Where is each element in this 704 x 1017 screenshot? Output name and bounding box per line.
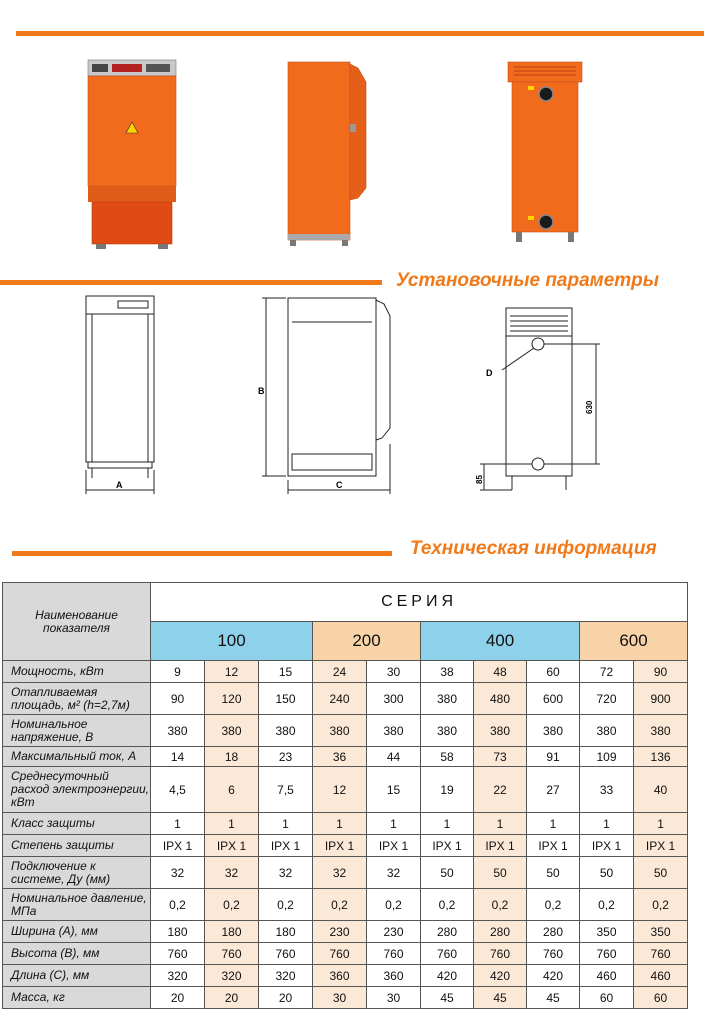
table-cell: 109	[580, 747, 634, 767]
table-cell: 1	[313, 813, 367, 835]
table-cell: 120	[205, 683, 259, 715]
table-cell: 380	[313, 715, 367, 747]
table-cell: 1	[474, 813, 527, 835]
table-cell: 44	[367, 747, 421, 767]
table-cell: 9	[151, 661, 205, 683]
table-cell: 27	[527, 767, 580, 813]
table-cell: 91	[527, 747, 580, 767]
row-label: Высота (В), мм	[3, 943, 151, 965]
table-cell: 360	[367, 965, 421, 987]
table-cell: 280	[527, 921, 580, 943]
table-cell: 320	[205, 965, 259, 987]
table-cell: 460	[580, 965, 634, 987]
row-label: Мощность, кВт	[3, 661, 151, 683]
side-outline-drawing	[252, 294, 402, 500]
series-header-row	[3, 583, 688, 622]
table-cell: 460	[634, 965, 688, 987]
table-row	[3, 965, 688, 987]
table-row	[3, 661, 688, 683]
table-cell: 300	[367, 683, 421, 715]
table-cell: 12	[205, 661, 259, 683]
dim-label-d: D	[486, 368, 493, 378]
table-cell: 36	[313, 747, 367, 767]
table-cell: 320	[259, 965, 313, 987]
table-cell: 1	[421, 813, 474, 835]
table-cell: 1	[259, 813, 313, 835]
corner-label: Наименование показателя	[3, 583, 151, 661]
table-cell: 0,2	[259, 889, 313, 921]
boiler-back-photo	[506, 62, 586, 248]
table-cell: 1	[580, 813, 634, 835]
table-row	[3, 767, 688, 813]
table-cell: 20	[205, 987, 259, 1009]
table-cell: 760	[313, 943, 367, 965]
row-label: Масса, кг	[3, 987, 151, 1009]
boiler-side-photo	[286, 62, 372, 248]
table-cell: 360	[313, 965, 367, 987]
table-cell: 760	[205, 943, 259, 965]
table-cell: 1	[367, 813, 421, 835]
table-cell: 380	[151, 715, 205, 747]
spec-table	[2, 582, 688, 1009]
table-cell: 0,2	[474, 889, 527, 921]
row-label: Длина (С), мм	[3, 965, 151, 987]
table-cell: 0,2	[367, 889, 421, 921]
table-cell: 45	[474, 987, 527, 1009]
row-label: Ширина (А), мм	[3, 921, 151, 943]
table-cell: 760	[527, 943, 580, 965]
table-cell: 0,2	[527, 889, 580, 921]
table-cell: 0,2	[634, 889, 688, 921]
row-label: Номинальное давление, МПа	[3, 889, 151, 921]
table-row	[3, 835, 688, 857]
table-cell: 32	[313, 857, 367, 889]
table-cell: 1	[527, 813, 580, 835]
table-cell: 380	[634, 715, 688, 747]
table-cell: 760	[580, 943, 634, 965]
table-cell: IPX 1	[634, 835, 688, 857]
back-outline-drawing	[476, 304, 606, 496]
table-cell: 280	[421, 921, 474, 943]
row-label: Отапливаемая площадь, м² (h=2,7м)	[3, 683, 151, 715]
table-cell: 50	[580, 857, 634, 889]
group-100: 100	[151, 622, 313, 661]
table-row	[3, 987, 688, 1009]
table-cell: 420	[421, 965, 474, 987]
table-cell: IPX 1	[474, 835, 527, 857]
table-row	[3, 921, 688, 943]
table-cell: 50	[527, 857, 580, 889]
table-cell: 32	[205, 857, 259, 889]
table-row	[3, 943, 688, 965]
table-cell: 72	[580, 661, 634, 683]
table-row	[3, 857, 688, 889]
table-cell: 0,2	[151, 889, 205, 921]
table-cell: 38	[421, 661, 474, 683]
table-cell: 32	[151, 857, 205, 889]
table-cell: 14	[151, 747, 205, 767]
table-cell: 50	[634, 857, 688, 889]
table-cell: IPX 1	[151, 835, 205, 857]
dim-label-c: C	[336, 480, 343, 490]
table-cell: 22	[474, 767, 527, 813]
table-cell: 0,2	[580, 889, 634, 921]
table-cell: 420	[527, 965, 580, 987]
table-cell: 90	[151, 683, 205, 715]
install-params-heading: Установочные параметры	[396, 270, 660, 291]
table-cell: 73	[474, 747, 527, 767]
row-label: Класс защиты	[3, 813, 151, 835]
table-cell: 0,2	[205, 889, 259, 921]
tech-info-heading: Техническая информация	[410, 538, 657, 559]
table-cell: 180	[151, 921, 205, 943]
table-cell: IPX 1	[421, 835, 474, 857]
group-200: 200	[313, 622, 421, 661]
dim-label-85: 85	[475, 475, 484, 484]
tech-info-divider	[12, 551, 392, 556]
table-cell: IPX 1	[580, 835, 634, 857]
table-cell: 58	[421, 747, 474, 767]
table-row	[3, 683, 688, 715]
table-cell: 60	[527, 661, 580, 683]
table-cell: 90	[634, 661, 688, 683]
table-cell: 180	[259, 921, 313, 943]
dim-label-630: 630	[585, 400, 594, 414]
table-row	[3, 889, 688, 921]
row-label: Среднесуточный расход электроэнергии, кВт	[3, 767, 151, 813]
table-cell: 60	[634, 987, 688, 1009]
table-cell: 760	[474, 943, 527, 965]
table-cell: 45	[527, 987, 580, 1009]
table-cell: 240	[313, 683, 367, 715]
table-cell: 760	[634, 943, 688, 965]
table-cell: 380	[205, 715, 259, 747]
boiler-front-photo	[84, 60, 180, 250]
table-cell: 380	[527, 715, 580, 747]
table-cell: IPX 1	[205, 835, 259, 857]
install-params-divider	[0, 280, 382, 285]
table-cell: 720	[580, 683, 634, 715]
table-cell: 900	[634, 683, 688, 715]
table-cell: 320	[151, 965, 205, 987]
table-cell: 0,2	[313, 889, 367, 921]
front-outline-drawing	[78, 292, 168, 502]
dim-label-a: A	[116, 480, 123, 490]
table-cell: 760	[259, 943, 313, 965]
table-cell: 30	[313, 987, 367, 1009]
table-cell: IPX 1	[367, 835, 421, 857]
row-label: Максимальный ток, А	[3, 747, 151, 767]
table-cell: 480	[474, 683, 527, 715]
table-cell: IPX 1	[527, 835, 580, 857]
table-cell: 150	[259, 683, 313, 715]
table-cell: 30	[367, 661, 421, 683]
table-cell: 32	[259, 857, 313, 889]
table-cell: 50	[421, 857, 474, 889]
row-label: Подключение к системе, Ду (мм)	[3, 857, 151, 889]
table-cell: 40	[634, 767, 688, 813]
group-400: 400	[421, 622, 580, 661]
table-cell: 380	[367, 715, 421, 747]
table-cell: 380	[421, 683, 474, 715]
table-cell: 12	[313, 767, 367, 813]
table-cell: 600	[527, 683, 580, 715]
table-cell: 280	[474, 921, 527, 943]
table-cell: 136	[634, 747, 688, 767]
table-cell: 180	[205, 921, 259, 943]
table-cell: 230	[313, 921, 367, 943]
table-cell: 380	[259, 715, 313, 747]
table-cell: 15	[367, 767, 421, 813]
table-cell: 4,5	[151, 767, 205, 813]
table-cell: 32	[367, 857, 421, 889]
table-cell: 760	[421, 943, 474, 965]
table-cell: 380	[421, 715, 474, 747]
table-cell: 18	[205, 747, 259, 767]
table-cell: 24	[313, 661, 367, 683]
table-cell: IPX 1	[313, 835, 367, 857]
table-cell: IPX 1	[259, 835, 313, 857]
table-cell: 19	[421, 767, 474, 813]
table-cell: 20	[259, 987, 313, 1009]
table-row	[3, 813, 688, 835]
table-cell: 45	[421, 987, 474, 1009]
group-600: 600	[580, 622, 688, 661]
table-cell: 7,5	[259, 767, 313, 813]
table-cell: 760	[151, 943, 205, 965]
table-cell: 760	[367, 943, 421, 965]
table-cell: 0,2	[421, 889, 474, 921]
table-row	[3, 715, 688, 747]
table-cell: 420	[474, 965, 527, 987]
table-cell: 20	[151, 987, 205, 1009]
table-cell: 15	[259, 661, 313, 683]
table-cell: 50	[474, 857, 527, 889]
table-cell: 1	[205, 813, 259, 835]
table-cell: 23	[259, 747, 313, 767]
dim-label-b: B	[258, 386, 265, 396]
table-cell: 6	[205, 767, 259, 813]
table-cell: 350	[580, 921, 634, 943]
table-cell: 60	[580, 987, 634, 1009]
table-cell: 48	[474, 661, 527, 683]
table-row	[3, 747, 688, 767]
table-cell: 30	[367, 987, 421, 1009]
table-cell: 1	[151, 813, 205, 835]
table-cell: 350	[634, 921, 688, 943]
table-cell: 230	[367, 921, 421, 943]
table-cell: 1	[634, 813, 688, 835]
table-cell: 380	[580, 715, 634, 747]
top-divider	[16, 31, 704, 36]
row-label: Номинальное напряжение, В	[3, 715, 151, 747]
table-cell: 33	[580, 767, 634, 813]
series-label: СЕРИЯ	[151, 583, 688, 622]
row-label: Степень защиты	[3, 835, 151, 857]
table-cell: 380	[474, 715, 527, 747]
